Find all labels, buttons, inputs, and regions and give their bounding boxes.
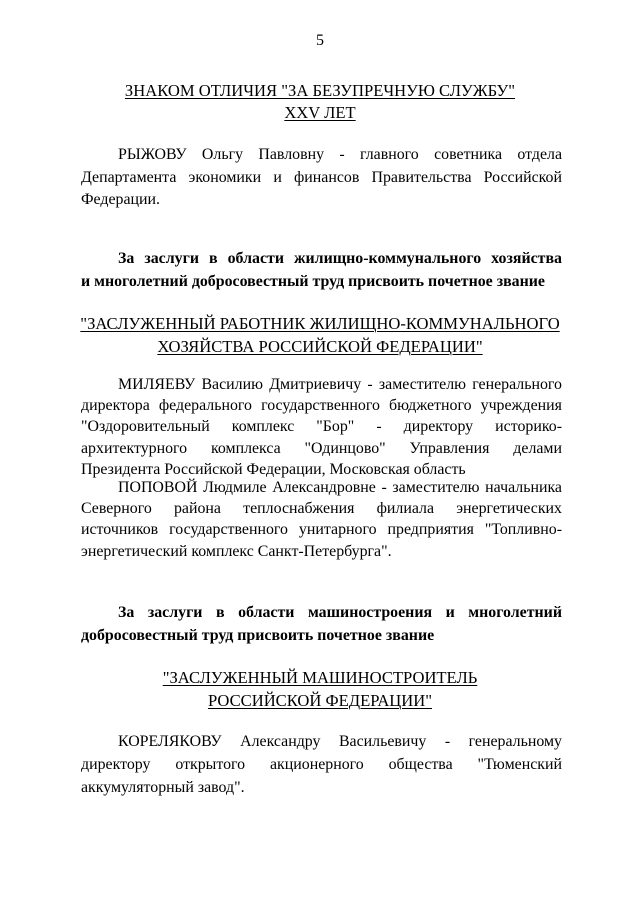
section-intro-mechanical-engineering — [81, 601, 562, 647]
entry-line: Северного района теплоснабжения филиала энергетических — [81, 500, 562, 518]
honorary-title-machine-builder — [70, 666, 570, 712]
heading-line: XXV ЛЕТ — [284, 103, 356, 122]
entry-line: энергетический комплекс Санкт-Петербурга". — [81, 542, 392, 560]
intro-line: добросовестный труд присвоить почетное звание — [81, 627, 435, 644]
entry-line: директора федерального государственного бюджетного учреждения — [81, 397, 562, 415]
recipient-entry-popova — [81, 477, 562, 562]
award-heading-impeccable-service — [70, 80, 570, 124]
entry-line: РЫЖОВУ Ольгу Павловну - главного советника отдела — [118, 146, 562, 163]
title-line: "ЗАСЛУЖЕННЫЙ МАШИНОСТРОИТЕЛЬ — [162, 668, 478, 687]
heading-line: ЗНАКОМ ОТЛИЧИЯ "ЗА БЕЗУПРЕЧНУЮ СЛУЖБУ" — [124, 81, 516, 100]
entry-line: ПОПОВОЙ Людмиле Александровне - заместителю начальника — [118, 479, 562, 496]
intro-line: За заслуги в области машиностроения и многолетний — [118, 604, 562, 621]
entry-line: Президента Российской Федерации, Московская область — [81, 460, 466, 478]
entry-line: источников государственного унитарного предприятия "Топливно- — [81, 521, 562, 539]
section-intro-housing-utilities — [81, 247, 562, 293]
recipient-entry-ryzhova — [81, 144, 562, 212]
title-line: РОССИЙСКОЙ ФЕДЕРАЦИИ" — [207, 691, 433, 710]
recipient-entry-milyaev — [81, 374, 562, 480]
entry-line: архитектурного комплекса "Одинцово" Управления делами — [81, 439, 562, 457]
recipient-entry-korelyakov — [81, 731, 562, 799]
title-line: "ЗАСЛУЖЕННЫЙ РАБОТНИК ЖИЛИЩНО-КОММУНАЛЬНОГО — [80, 314, 560, 333]
entry-line: Департамента экономики и финансов Правительства Российской — [81, 168, 562, 186]
entry-line: "Оздоровительный комплекс "Бор" - директору историко- — [81, 418, 562, 436]
entry-line: КОРЕЛЯКОВУ Александру Васильевичу - генеральному — [118, 733, 562, 750]
entry-line: Федерации. — [81, 191, 161, 209]
entry-line: аккумуляторный завод". — [81, 778, 245, 796]
title-line: ХОЗЯЙСТВА РОССИЙСКОЙ ФЕДЕРАЦИИ" — [157, 337, 483, 356]
intro-line: и многолетний добросовестный труд присвоить почетное звание — [81, 273, 545, 290]
entry-line: МИЛЯЕВУ Василию Дмитриевичу - заместителю генерального — [118, 376, 562, 393]
page-number: 5 — [316, 32, 324, 49]
entry-line: директору открытого акционерного общества "Тюменский — [81, 755, 562, 773]
honorary-title-housing-worker — [70, 312, 570, 358]
intro-line: За заслуги в области жилищно-коммунального хозяйства — [118, 250, 562, 267]
